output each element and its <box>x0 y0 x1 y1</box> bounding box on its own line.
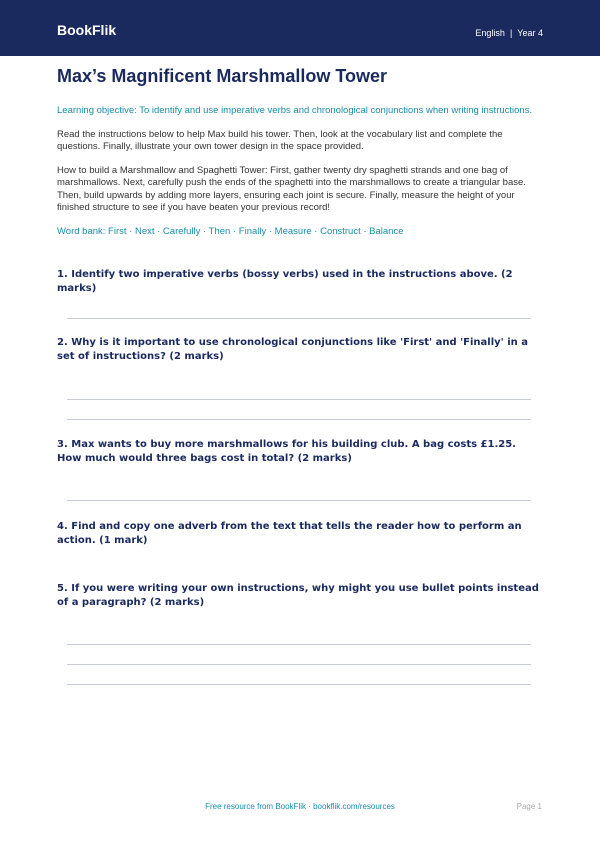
answer-line[interactable] <box>67 644 531 645</box>
question-3: 3. Max wants to buy more marshmallows for his building club. A bag costs £1.25. How much would three bags cost in total? (2 marks) <box>57 439 516 464</box>
header-meta <box>475 28 543 38</box>
subject-label: English <box>475 28 505 38</box>
brand-logo[interactable]: BookFlik <box>57 22 117 38</box>
question-4: 4. Find and copy one adverb from the text that tells the reader how to perform an action. (1 mark) <box>57 521 522 546</box>
year-label: Year 4 <box>517 28 543 38</box>
meta-separator: | <box>509 28 513 38</box>
page-number: Page 1 <box>516 802 542 811</box>
question-2: 2. Why is it important to use chronological conjunctions like 'First' and 'Finally' in a set of instructions? (2 marks) <box>57 337 528 362</box>
answer-line[interactable] <box>67 500 531 501</box>
question-1: 1. Identify two imperative verbs (bossy verbs) used in the instructions above. (2 marks) <box>57 269 513 294</box>
footer-resource-link[interactable]: Free resource from BookFlik · bookflik.com/resources <box>205 802 395 811</box>
answer-line[interactable] <box>67 419 531 420</box>
answer-line[interactable] <box>67 684 531 685</box>
intro-paragraph: Read the instructions below to help Max build his tower. Then, look at the vocabulary list and complete the questions. Finally, illustrate your own tower design in the space provided. <box>57 128 503 152</box>
word-bank: Word bank: First · Next · Carefully · Then · Finally · Measure · Construct · Balance <box>57 225 404 237</box>
instructions-paragraph: How to build a Marshmallow and Spaghetti Tower: First, gather twenty dry spaghetti strands and one bag of marshmallows. Next, carefully push the ends of the spaghetti into the marshmallows to create a triangular base. Then, build upwards by adding more layers, ensuring each joint is secure. Finally, measure the height of your finished structure to see if you have beaten your previous record! <box>57 164 526 213</box>
answer-line[interactable] <box>67 664 531 665</box>
question-5: 5. If you were writing your own instructions, why might you use bullet points instead of a paragraph? (2 marks) <box>57 583 539 608</box>
page-title: Max’s Magnificent Marshmallow Tower <box>57 66 388 86</box>
answer-line[interactable] <box>67 399 531 400</box>
header-bar <box>0 0 600 56</box>
answer-line[interactable] <box>67 318 531 319</box>
learning-objective: Learning objective: To identify and use imperative verbs and chronological conjunctions when writing instructions. <box>57 105 533 116</box>
worksheet-intro <box>57 66 541 237</box>
